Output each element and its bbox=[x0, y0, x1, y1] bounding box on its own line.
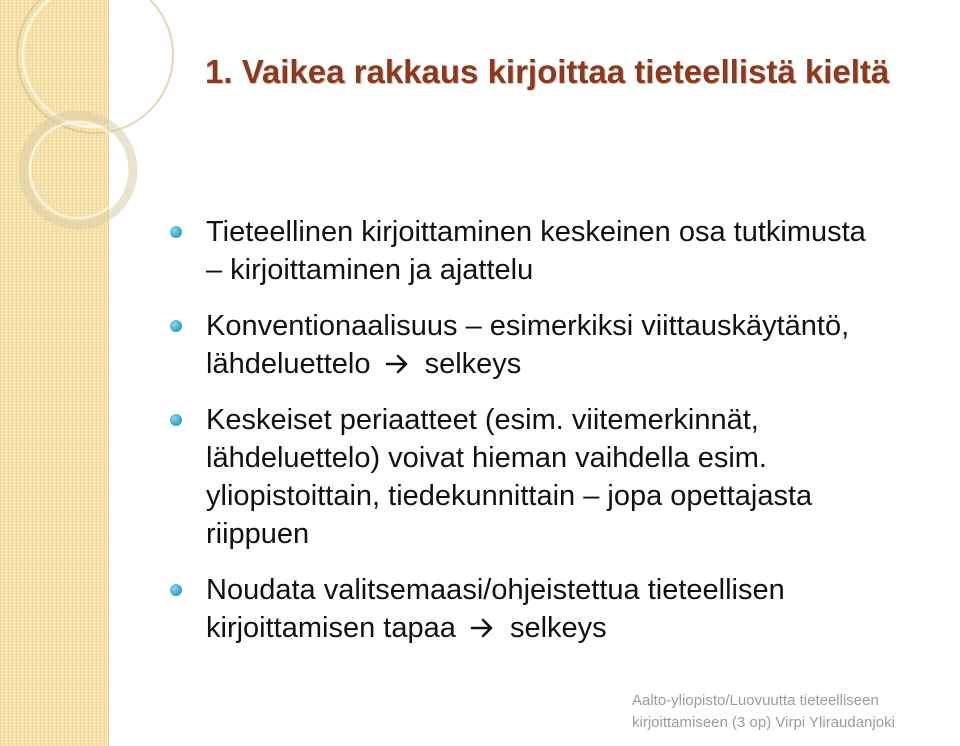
footer-line: Aalto-yliopisto/Luovuutta tieteelliseen bbox=[632, 692, 879, 709]
bullet-item bbox=[170, 401, 960, 553]
bullet-text: selkeys bbox=[424, 348, 522, 380]
slide-title: 1. Vaikea rakkaus kirjoittaa tieteellistä kieltä bbox=[205, 53, 890, 90]
bullet-line: yliopistoittain, tiedekunnittain – jopa opettajasta bbox=[206, 480, 813, 512]
bullet-item bbox=[170, 571, 960, 647]
bullet-dot-icon bbox=[170, 226, 182, 238]
bullet-dot-icon bbox=[170, 414, 182, 426]
bullet-text: kirjoittamisen tapaa bbox=[206, 612, 456, 644]
bullet-line: – kirjoittaminen ja ajattelu bbox=[206, 254, 534, 286]
bullet-dot-icon bbox=[170, 584, 182, 596]
bullet-line: Keskeiset periaatteet (esim. viitemerkinnät, bbox=[206, 404, 759, 436]
bullet-line bbox=[206, 345, 960, 383]
bullet-list bbox=[170, 213, 960, 665]
bullet-line: Noudata valitsemaasi/ohjeistettua tieteellisen bbox=[206, 574, 785, 606]
bullet-item bbox=[170, 307, 960, 383]
bullet-item bbox=[170, 213, 960, 289]
slide-footer bbox=[632, 690, 952, 734]
bullet-line: Konventionaalisuus – esimerkiksi viittauskäytäntö, bbox=[206, 310, 850, 342]
bullet-dot-icon bbox=[170, 320, 182, 332]
bullet-text: selkeys bbox=[509, 612, 607, 644]
footer-line: kirjoittamiseen (3 op) Virpi Yliraudanjoki bbox=[632, 714, 895, 731]
arrow-right-icon bbox=[470, 609, 496, 647]
bullet-text: lähdeluettelo bbox=[206, 348, 371, 380]
bullet-line: riippuen bbox=[206, 518, 310, 550]
bullet-line bbox=[206, 609, 960, 647]
bullet-line: lähdeluettelo) voivat hieman vaihdella esim. bbox=[206, 442, 767, 474]
bullet-line: Tieteellinen kirjoittaminen keskeinen osa tutkimusta bbox=[206, 216, 866, 248]
arrow-right-icon bbox=[385, 345, 411, 383]
